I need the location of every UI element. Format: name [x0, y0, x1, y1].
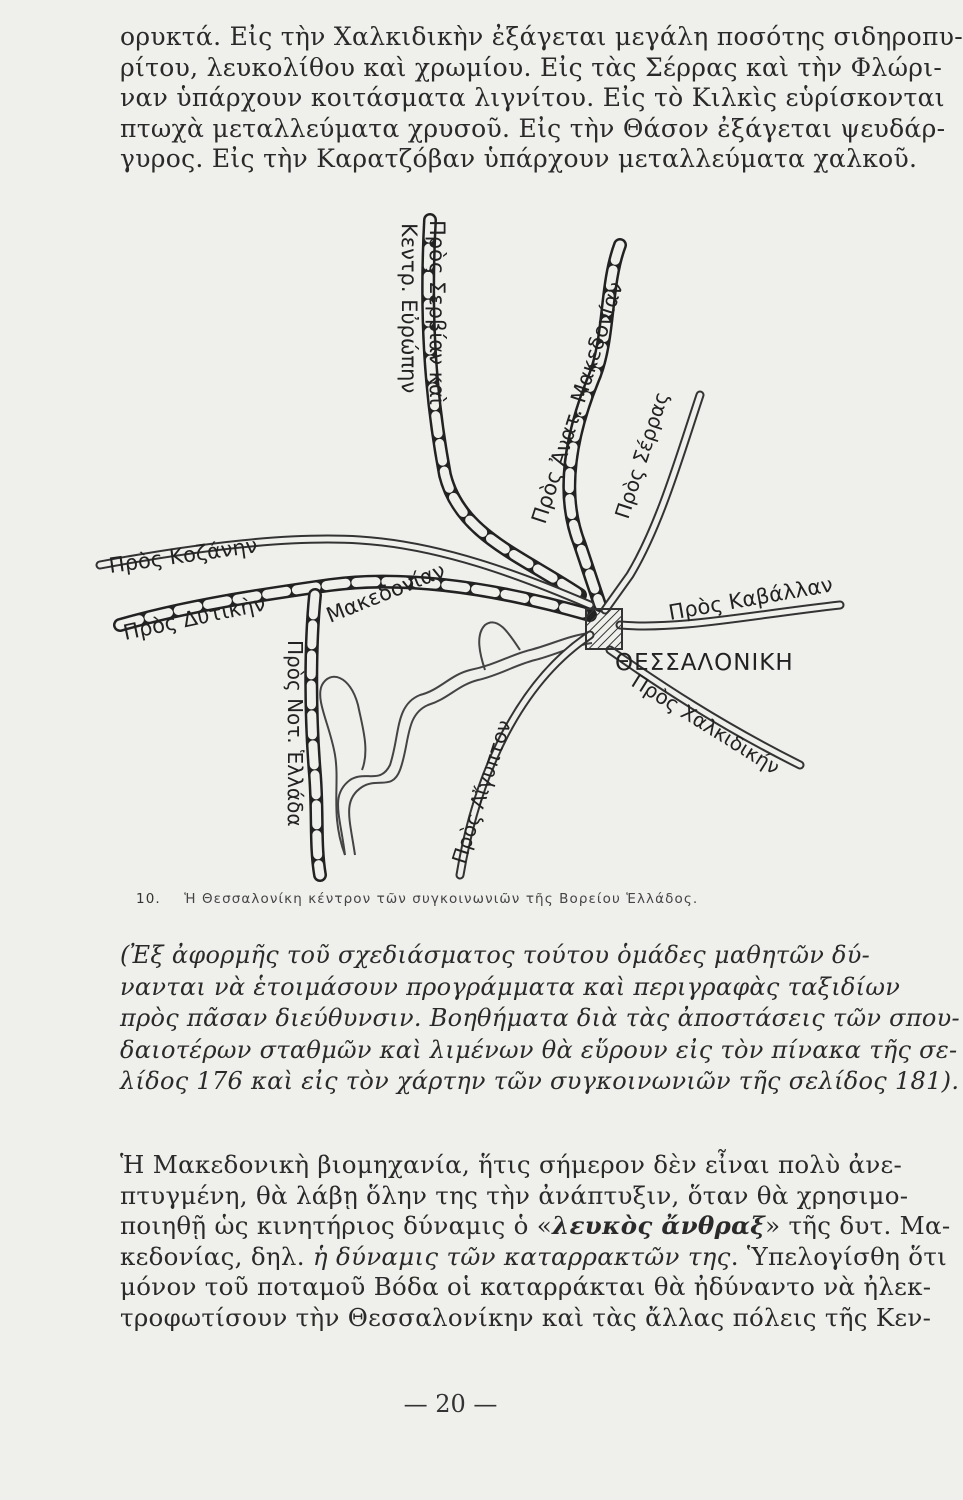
intro-line: γυρος. Εἰς τὴν Καρατζόβαν ὑπάρχουν μεταλλεύματα χαλκοῦ.: [120, 144, 918, 173]
route-label-west-macedonia-1: Πρὸς Δυτικὴν: [121, 591, 268, 645]
intro-line: ρίτου, λευκολίθου καὶ χρωμίου. Εἰς τὰς Σέρρας καὶ τὴν Φλώρι-: [120, 52, 943, 82]
route-label-central-europe: Κεντρ. Εὐρώπην: [397, 223, 421, 394]
intro-line: ναν ὑπάρχουν κοιτάσματα λιγνίτου. Εἰς τὸ Κιλκὶς εὑρίσκονται: [120, 83, 945, 112]
coastline: [320, 622, 592, 855]
body-line: [120, 1241, 948, 1273]
route-label-south-greece: Πρὸς Νοτ. Ἑλλάδα: [283, 640, 307, 827]
note-line: νανται νὰ ἑτοιμάσουν προγράμματα καὶ περιγραφὰς ταξιδίων: [120, 972, 901, 1001]
body-line: τροφωτίσουν τὴν Θεσσαλονίκην καὶ τὰς ἄλλας πόλεις τῆς Κεν-: [120, 1302, 932, 1332]
route-label-serres: Πρὸς Σέρρας: [609, 388, 674, 522]
city-marker: [586, 609, 622, 649]
figure-caption: [136, 891, 836, 907]
route-label-egypt: Πρὸς Αἴγυπτον: [446, 717, 516, 867]
route-label-serbia: Πρὸς Σερβίαν καὶ: [425, 220, 449, 406]
body-text: κεδονίας, δηλ.: [120, 1241, 313, 1271]
body-paragraph: [120, 1150, 951, 1333]
body-line: μόνον τοῦ ποταμοῦ Βόδα οἱ καταρράκται θὰ ἠδύναντο νὰ ἠλεκ-: [120, 1272, 932, 1301]
note-paragraph: [120, 940, 960, 1098]
figure-number: 10.: [136, 891, 161, 907]
route-label-kozani: Πρὸς Κοζάνην: [107, 533, 259, 578]
body-text: ποιηθῇ ὡς κινητήριος δύναμις ὁ «: [120, 1211, 553, 1240]
body-line: Ἡ Μακεδονικὴ βιομηχανία, ἥτις σήμερον δὲν εἶναι πολὺ ἀνε-: [120, 1150, 903, 1179]
note-line: λίδος 176 καὶ εἰς τὸν χάρτην τῶν συγκοινωνιῶν τῆς σελίδος 181).: [120, 1067, 960, 1095]
route-label-east-macedonia: Πρὸς Ἀνατ. Μακεδονίαν: [526, 278, 628, 527]
italic-text: ἡ δύναμις τῶν καταρρακτῶν της: [312, 1241, 731, 1271]
thessaloniki-routes-map: [100, 195, 840, 885]
note-line: δαιοτέρων σταθμῶν καὶ λιμένων θὰ εὕρουν εἰς τὸν πίνακα τῆς σε-: [120, 1035, 958, 1064]
route-label-chalkidiki: Πρὸς Χαλκιδικήν: [627, 668, 785, 780]
note-line: πρὸς πᾶσαν διεύθυνσιν. Βοηθήματα διὰ τὰς ἀποστάσεις τῶν σπου-: [120, 1004, 960, 1032]
route-label-kavala: Πρὸς Καβάλλαν: [666, 572, 835, 625]
body-text: » τῆς δυτ. Μα-: [765, 1211, 951, 1240]
figure-caption-text: Ἡ Θεσσαλονίκη κέντρον τῶν συγκοινωνιῶν τῆς Βορείου Ἑλλάδος.: [184, 891, 699, 907]
city-label: ΘΕΣΣΑΛΟΝΙΚΗ: [615, 650, 794, 676]
body-line: πτυγμένη, θὰ λάβῃ ὅλην της τὴν ἀνάπτυξιν, ὅταν θὰ χρησιμο-: [120, 1180, 909, 1210]
intro-line: πτωχὰ μεταλλεύματα χρυσοῦ. Εἰς τὴν Θάσον ἐξάγεται ψευδάρ-: [120, 113, 946, 143]
page-number: — 20 —: [403, 1390, 498, 1418]
emphasis-text: λευκὸς ἄνθραξ: [552, 1211, 766, 1240]
body-text: . Ὑπελογίσθη ὅτι: [730, 1241, 948, 1271]
intro-line: ορυκτά. Εἰς τὴν Χαλκιδικὴν ἐξάγεται μεγάλη ποσότης σιδηροπυ-: [120, 22, 963, 51]
note-line: (Ἐξ ἀφορμῆς τοῦ σχεδιάσματος τούτου ὁμάδες μαθητῶν δύ-: [120, 941, 871, 969]
body-line: [120, 1211, 951, 1242]
intro-paragraph: [120, 22, 963, 175]
route-label-west-macedonia-2: Μακεδονίαν: [322, 558, 449, 628]
